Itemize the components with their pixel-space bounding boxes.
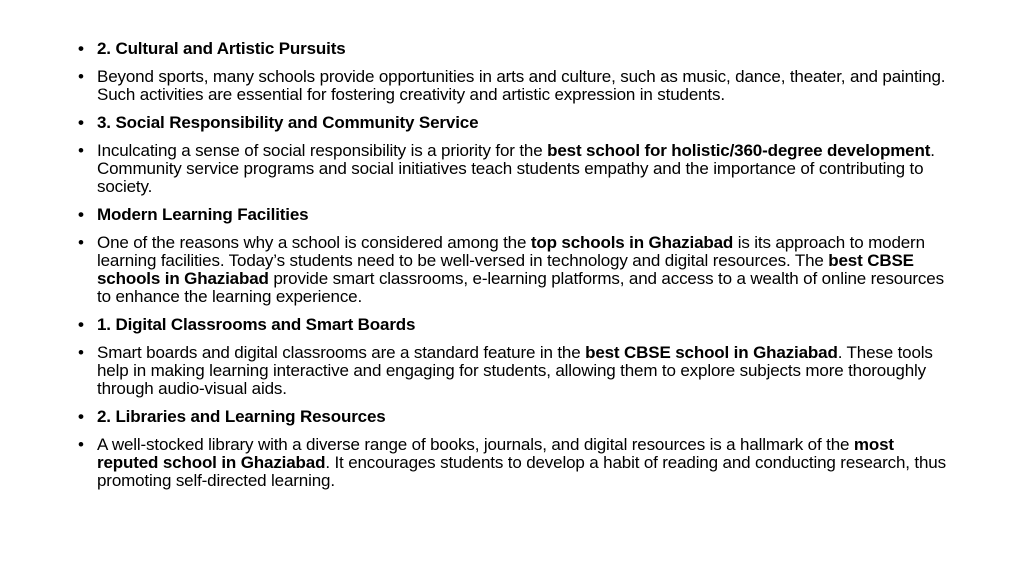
bullet-dot-icon — [78, 40, 90, 58]
bullet-dot-icon — [78, 114, 90, 132]
paragraph-text-part2: is its approach to modern learning facilities. Today’s students need to be well-versed in technology and digital resources. The — [97, 233, 925, 270]
paragraph-text-end: . Community service programs and social initiatives teach students empathy and the importance of contributing to society. — [97, 141, 935, 196]
paragraph-text-part3: provide smart classrooms, e-learning platforms, and access to a wealth of online resources to enhance the learning experience. — [97, 269, 944, 306]
bullet-paragraph-libraries — [78, 436, 954, 490]
bullet-list — [78, 40, 954, 490]
bullet-dot-icon — [78, 436, 90, 454]
paragraph-text-end: . It encourages students to develop a habit of reading and conducting research, thus promoting self-directed learning. — [97, 453, 946, 490]
heading-text: Modern Learning Facilities — [97, 205, 309, 224]
bullet-dot-icon — [78, 344, 90, 362]
bold-keyword: best school for holistic/360-degree development — [547, 141, 931, 160]
paragraph-text-end: . These tools help in making learning interactive and engaging for students, allowing them to explore subjects more thoroughly through audio-visual aids. — [97, 343, 933, 398]
bullet-heading-digital — [78, 316, 954, 334]
heading-text: 3. Social Responsibility and Community Service — [97, 113, 479, 132]
bullet-paragraph-arts — [78, 68, 954, 104]
bullet-heading-modern — [78, 206, 954, 224]
bullet-dot-icon — [78, 408, 90, 426]
paragraph-text: Beyond sports, many schools provide opportunities in arts and culture, such as music, dance, theater, and painting. Such activities are essential for fostering creativity and artistic expression in students. — [97, 67, 946, 104]
bold-keyword: best CBSE school in Ghaziabad — [585, 343, 838, 362]
heading-text: 1. Digital Classrooms and Smart Boards — [97, 315, 416, 334]
bullet-heading-libraries — [78, 408, 954, 426]
bullet-dot-icon — [78, 142, 90, 160]
bullet-dot-icon — [78, 206, 90, 224]
bullet-dot-icon — [78, 234, 90, 252]
paragraph-text-part1: One of the reasons why a school is considered among the — [97, 233, 531, 252]
bullet-paragraph-modern — [78, 234, 954, 306]
bold-keyword-2: best CBSE schools in Ghaziabad — [97, 251, 914, 288]
heading-text: 2. Libraries and Learning Resources — [97, 407, 386, 426]
bold-keyword-1: top schools in Ghaziabad — [530, 233, 734, 252]
bold-keyword: most reputed school in Ghaziabad — [97, 435, 894, 472]
bullet-heading-cultural — [78, 40, 954, 58]
bullet-paragraph-digital — [78, 344, 954, 398]
bullet-dot-icon — [78, 68, 90, 86]
bullet-heading-social — [78, 114, 954, 132]
bullet-dot-icon — [78, 316, 90, 334]
paragraph-text-start: Smart boards and digital classrooms are a standard feature in the — [97, 343, 586, 362]
paragraph-text-start: Inculcating a sense of social responsibility is a priority for the — [97, 141, 548, 160]
heading-text: 2. Cultural and Artistic Pursuits — [97, 39, 346, 58]
bullet-paragraph-social — [78, 142, 954, 196]
paragraph-text-start: A well-stocked library with a diverse range of books, journals, and digital resources is a hallmark of the — [97, 435, 854, 454]
